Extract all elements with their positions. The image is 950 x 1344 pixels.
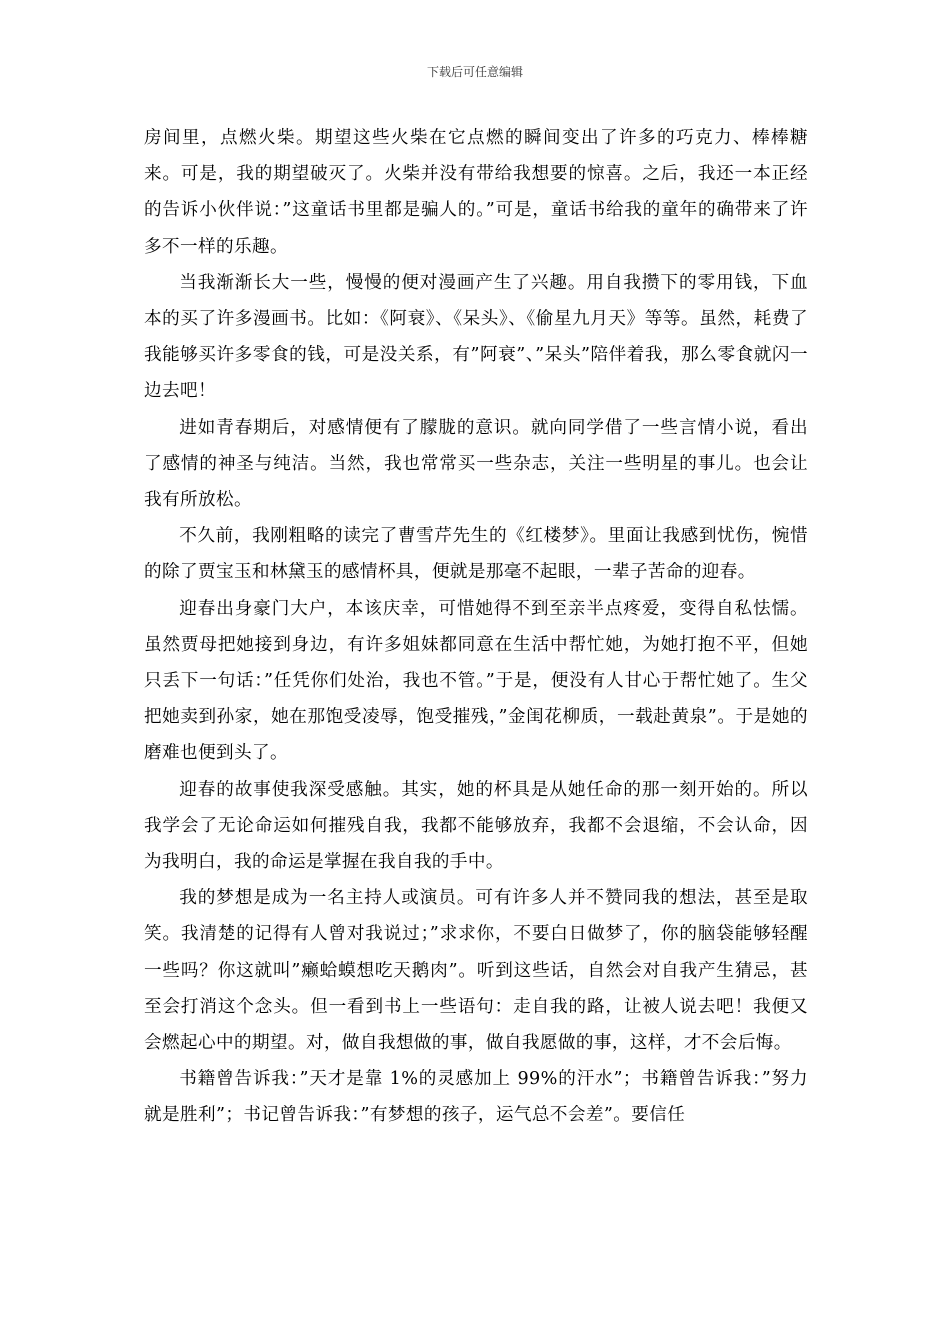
paragraph-3: 进如青春期后，对感情便有了朦胧的意识。就向同学借了一些言情小说，看出了感情的神圣与纯洁。当然，我也常常买一些杂志，关注一些明星的事儿。也会让我有所放松。 (144, 417, 808, 511)
paragraph-5: 迎春出身豪门大户，本该庆幸，可惜她得不到至亲半点疼爱，变得自私怯懦。虽然贾母把她接到身边，有许多姐妹都同意在生活中帮忙她，为她打抱不平，但她只丢下一句话：”任凭你们处治，我也不管。”于是，便没有人甘心于帮忙她了。生父把她卖到孙家，她在那饱受凌辱，饱受摧残，”金闺花柳质，一载赴黄泉”。于是她的磨难也便到头了。 (144, 598, 808, 764)
paragraph-6: 迎春的故事使我深受感触。其实，她的杯具是从她任命的那一刻开始的。所以我学会了无论命运如何摧残自我，我都不能够放弃，我都不会退缩，不会认命，因为我明白，我的命运是掌握在我自我的手中。 (144, 779, 808, 873)
paragraph-7: 我的梦想是成为一名主持人或演员。可有许多人并不赞同我的想法，甚至是取笑。我清楚的记得有人曾对我说过；”求求你，不要白日做梦了，你的脑袋能够轻醒一些吗？你这就叫”癞蛤蟆想吃天鹅肉”。听到这些话，自然会对自我产生猜忌，甚至会打消这个念头。但一看到书上一些语句：走自我的路，让被人说去吧！我便又会燃起心中的期望。对，做自我想做的事，做自我愿做的事，这样，才不会后悔。 (144, 888, 808, 1054)
page-header: 下载后可任意编辑 (426, 65, 523, 79)
document-body (144, 120, 808, 1134)
paragraph-2: 当我渐渐长大一些，慢慢的便对漫画产生了兴趣。用自我攒下的零用钱，下血本的买了许多漫画书。比如：《阿衰》、《呆头》、《偷星九月天》等等。虽然，耗费了我能够买许多零食的钱，可是没关系，有”阿衰”、”呆头”陪伴着我，那么零食就闪一边去吧！ (144, 272, 808, 402)
paragraph-1: 房间里，点燃火柴。期望这些火柴在它点燃的瞬间变出了许多的巧克力、棒棒糖来。可是，我的期望破灭了。火柴并没有带给我想要的惊喜。之后，我还一本正经的告诉小伙伴说：”这童话书里都是骗人的。”可是，童话书给我的童年的确带来了许多不一样的乐趣。 (144, 128, 808, 257)
paragraph-4: 不久前，我刚粗略的读完了曹雪芹先生的《红楼梦》。里面让我感到忧伤，惋惜的除了贾宝玉和林黛玉的感情杯具，便就是那毫不起眼，一辈子苦命的迎春。 (144, 526, 808, 583)
paragraph-8: 书籍曾告诉我：”天才是靠 1%的灵感加上 99%的汗水”；书籍曾告诉我：”努力就是胜利”；书记曾告诉我：”有梦想的孩子，运气总不会差”。要信任 (144, 1069, 808, 1126)
